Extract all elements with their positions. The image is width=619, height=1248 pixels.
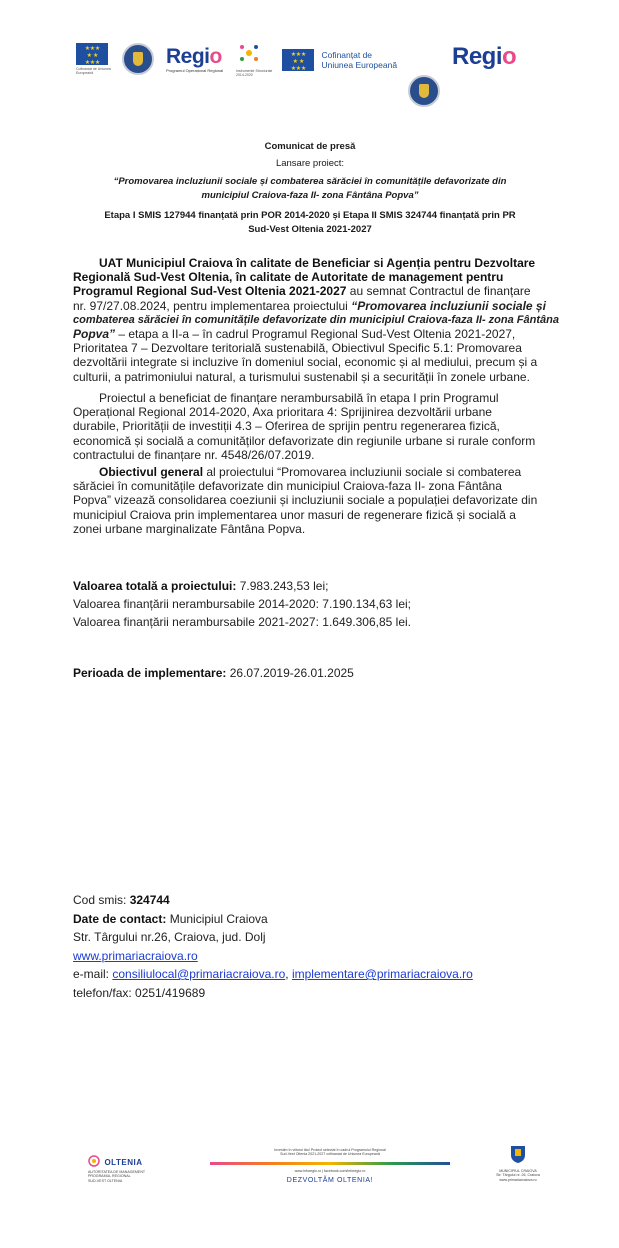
website-link[interactable]: www.primariacraiova.ro bbox=[73, 948, 198, 963]
footer-slogan: DEZVOLTĂM OLTENIA! bbox=[286, 1176, 374, 1184]
footer-right-2: Str. Târgului nr. 26, Craiova bbox=[496, 1173, 540, 1178]
v2014-value: 7.190.134,63 lei; bbox=[318, 597, 412, 611]
contact-address: Str. Târgului nr.26, Craiova, jud. Dolj bbox=[73, 930, 266, 944]
v2014-label: Valoarea finanțării nerambursabile 2014-2020: bbox=[73, 597, 319, 611]
paragraph-2 bbox=[73, 391, 593, 462]
values-block bbox=[73, 577, 593, 631]
oltenia-logo bbox=[88, 1152, 158, 1183]
p1-text-9: culturii, a patrimoniului natural, a turismului sustenabil și a securității în zonele urbane. bbox=[73, 369, 530, 384]
footer-center-2: Sud-Vest Oltenia 2021-2027 cofinanțat de Uniunea Europeană bbox=[280, 1152, 380, 1157]
p3-line-5: zonei urbane marginalizate Fântâna Popva. bbox=[73, 521, 306, 536]
eu-flag-icon: ★ ★ ★ ★ ★ ★ ★ ★ bbox=[76, 43, 108, 65]
email-label: e-mail: bbox=[73, 967, 113, 981]
p2-line-2: Operațional Regional 2014-2020, Axa prioritara 4: Sprijinirea dezvoltării urbane bbox=[73, 405, 492, 420]
regio-logo-left bbox=[166, 46, 223, 73]
contact-block bbox=[73, 891, 593, 1002]
eu-flag-caption: Cofinanțat de Uniunea Europeană bbox=[76, 67, 111, 75]
project-title-line-1: “Promovarea incluziunii sociale și combaterea sărăciei în comunitățile defavorizate din bbox=[113, 176, 507, 187]
contact-phone: telefon/fax: 0251/419689 bbox=[73, 985, 206, 1000]
craiova-logo bbox=[492, 1144, 544, 1182]
email-link-2[interactable]: implementare@primariacraiova.ro bbox=[291, 967, 473, 981]
project-title-line-2: municipiul Craiova-faza II- zona Fântâna Popva” bbox=[201, 190, 419, 201]
press-release-kicker: Comunicat de presă bbox=[264, 141, 356, 152]
period-label: Perioada de implementare: bbox=[73, 666, 227, 680]
p1-bold-2: Regională Sud-Vest Oltenia, în calitate de Autoritate de management pentru bbox=[73, 270, 504, 285]
paragraph-3 bbox=[73, 465, 593, 536]
romania-gov-crest-icon-2 bbox=[408, 75, 440, 107]
p2-line-3: durabile, Priorității de investiții 4.3 – Oferirea de sprijin pentru regenerarea fizică, bbox=[73, 419, 500, 434]
p1-bold-3: Programul Regional Sud-Vest Oltenia 2021-2027 bbox=[73, 284, 347, 299]
p1-text-8: dezvoltării integrate si incluzive în domeniul social, economic și al mediului, precum și a bbox=[73, 355, 538, 370]
footer-color-bar bbox=[210, 1162, 450, 1165]
regio2-o: o bbox=[502, 43, 517, 70]
total-value: 7.983.243,53 lei; bbox=[236, 579, 329, 593]
oltenia-sub-2: PROGRAMUL REGIONAL bbox=[88, 1174, 131, 1179]
oltenia-sub-3: SUD-VEST OLTENIA bbox=[88, 1178, 123, 1183]
p2-line-1: Proiectul a beneficiat de finanțare nerambursabilă în etapa I prin Programul bbox=[99, 391, 499, 405]
p1-text-6: – etapa a II-a – în cadrul Programul Regional Sud-Vest Oltenia 2021-2027, bbox=[115, 327, 516, 342]
stage-line-1: Etapa I SMIS 127944 finanțată prin POR 2014-2020 și Etapa II SMIS 324744 finanțată prin PR bbox=[104, 210, 516, 221]
oltenia-mark-icon bbox=[88, 1155, 100, 1167]
cofin-line-2: Uniunea Europeană bbox=[321, 60, 398, 70]
contact-label: Date de contact: bbox=[73, 911, 167, 926]
implementation-period bbox=[73, 666, 593, 680]
p1-bi-5: combaterea sărăciei în comunitățile defavorizate din municipiul Craiova-faza II- zona Fântâna bbox=[73, 313, 559, 326]
email-separator: , bbox=[285, 967, 292, 981]
regio-logo-right bbox=[452, 43, 517, 70]
regio2-word: Regi bbox=[452, 43, 503, 70]
p3-line-2: sărăciei în comunitățile defavorizate din municipiul Craiova-faza II- zona Fântâna bbox=[73, 479, 502, 494]
eu-flag-icon-2: ★ ★ ★ ★ ★ ★ ★ ★ bbox=[282, 49, 314, 71]
footer-center bbox=[210, 1148, 450, 1184]
oltenia-sub-1: AUTORITATEA DE MANAGEMENT bbox=[88, 1170, 146, 1174]
p1-bold-1: UAT Municipiul Craiova în calitate de Beneficiar si Agenția pentru Dezvoltare bbox=[99, 256, 536, 270]
footer-right-3: www.primariacraiova.ro bbox=[499, 1177, 537, 1182]
regio-o: o bbox=[209, 45, 222, 68]
launch-label: Lansare proiect: bbox=[275, 158, 345, 169]
smis-label: Cod smis: bbox=[73, 893, 130, 907]
p2-line-5: contractului de finanțare nr. 4548/26/07.2019. bbox=[73, 447, 315, 462]
spark-caption: Instrumente Structurale 2014-2020 bbox=[236, 69, 273, 77]
total-label: Valoarea totală a proiectului: bbox=[73, 579, 237, 593]
regio-sub: Programul Operațional Regional bbox=[166, 68, 224, 73]
period-value: 26.07.2019-26.01.2025 bbox=[226, 666, 354, 680]
cofin-line-1: Cofinanțat de bbox=[321, 50, 373, 60]
stage-line-2: Sud-Vest Oltenia 2021-2027 bbox=[248, 224, 372, 235]
email-link-1[interactable]: consiliulocal@primariacraiova.ro bbox=[112, 967, 286, 981]
craiova-crest-icon bbox=[510, 1144, 526, 1164]
p3-line-3: Popva” vizează consolidarea coeziunii și incluziunii sociale a populației defavorizate din bbox=[73, 493, 538, 508]
eu-logo-left bbox=[76, 43, 116, 75]
v2021-label: Valoarea finanțării nerambursabile 2021-2027: bbox=[73, 615, 319, 629]
regio-word: Regi bbox=[166, 45, 210, 68]
romania-gov-crest-icon bbox=[122, 43, 154, 75]
p1-bi-6: Popva” bbox=[73, 327, 116, 342]
structural-funds-logo bbox=[236, 42, 280, 77]
p3-line-4: municipiul Craiova prin implementarea unor masuri de regenerare fizică și socială a bbox=[73, 507, 516, 522]
p3-text-1: al proiectului “Promovarea incluziunii sociale si combaterea bbox=[203, 465, 522, 479]
footer-center-1: Investim în viitorul tău! Proiect selectat în cadrul Programului Regional bbox=[274, 1148, 386, 1152]
p1-text-7: Prioritatea 7 – Dezvoltare teritorială sustenabilă, Obiectivul Specific 5.1: Promovarea bbox=[73, 341, 522, 356]
footer-right-1: MUNICIPIUL CRAIOVA bbox=[499, 1169, 537, 1173]
paragraph-1 bbox=[73, 256, 593, 384]
sparkle-icon bbox=[236, 42, 262, 64]
p1-bi-4: “Promovarea incluziunii sociale și bbox=[351, 298, 546, 313]
footer-social: www.inforegio.ro | facebook.com/inforegio.ro bbox=[294, 1168, 366, 1173]
p2-line-4: economică și socială a comunităților defavorizate din regiunile urbane si rurale conform bbox=[73, 433, 536, 448]
oltenia-word: OLTENIA bbox=[104, 1158, 143, 1167]
p3-bold-1: Obiectivul general bbox=[99, 465, 204, 479]
smis-value: 324744 bbox=[129, 893, 170, 907]
v2021-value: 1.649.306,85 lei. bbox=[318, 615, 412, 629]
p1-text-4: nr. 97/27.08.2024, pentru implementarea proiectului bbox=[73, 298, 352, 313]
contact-value: Municipiul Craiova bbox=[166, 911, 268, 926]
eu-cofinanced-logo bbox=[282, 49, 397, 71]
p1-text-3: au semnat Contractul de finanțare bbox=[346, 284, 531, 299]
